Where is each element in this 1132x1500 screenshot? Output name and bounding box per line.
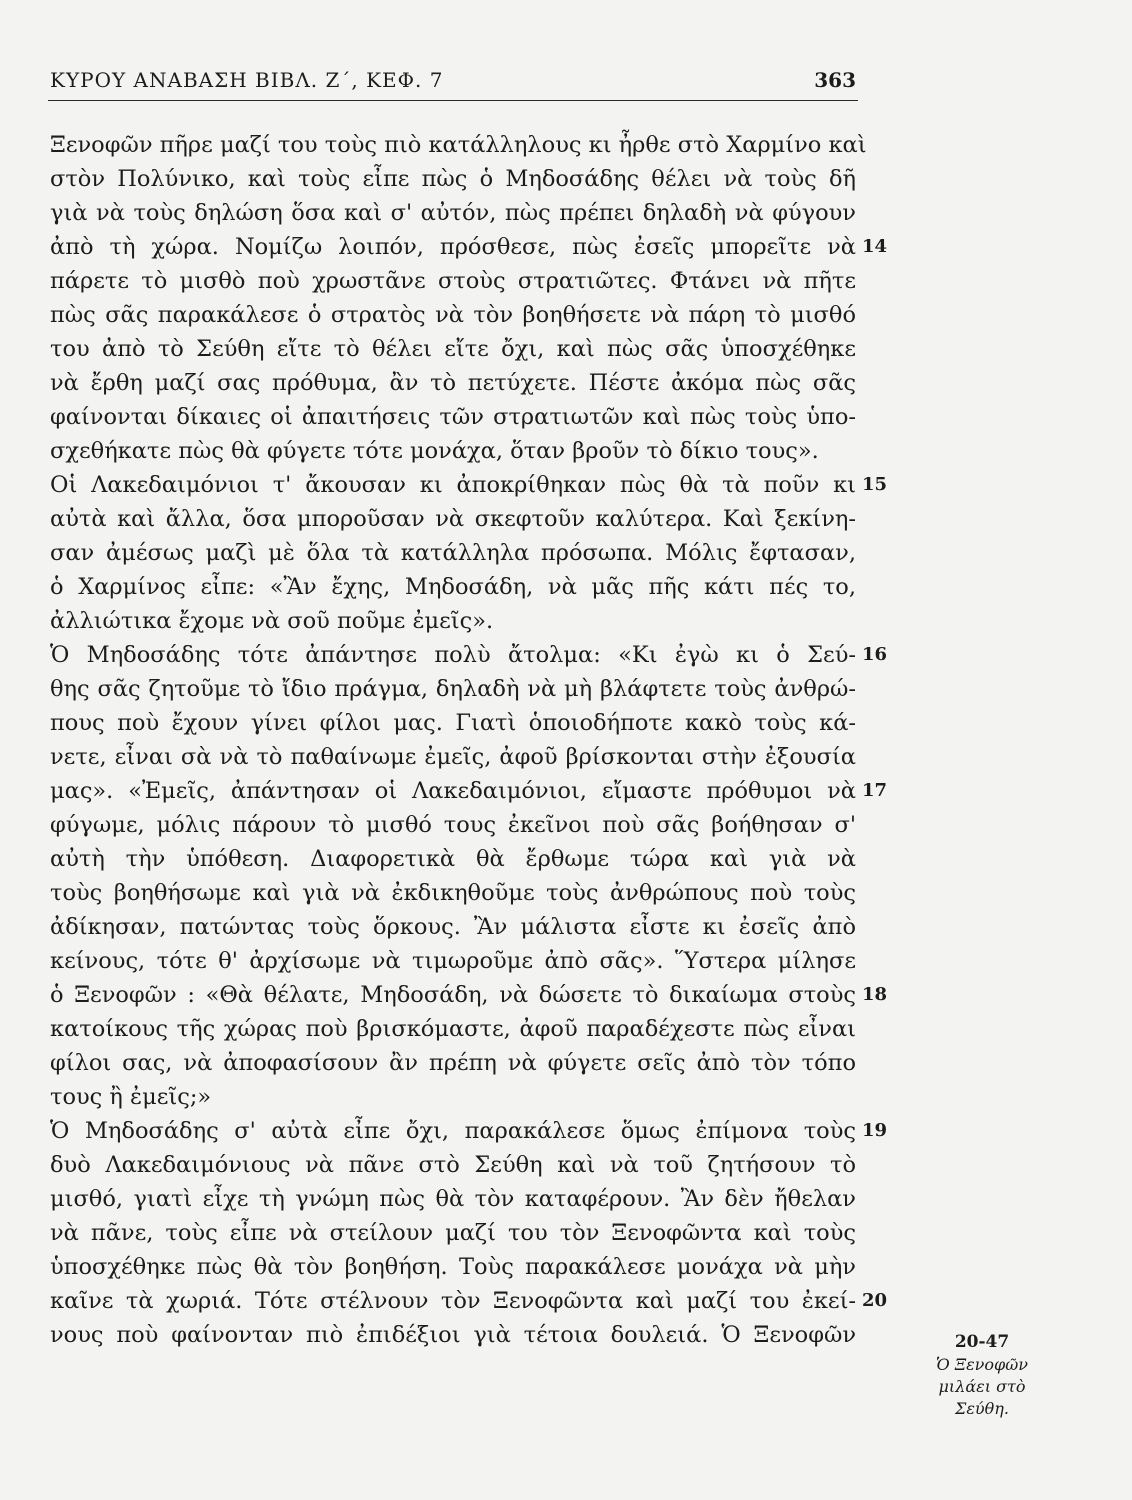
text-line: ὁ Ξενοφῶν : «Θὰ θέλατε, Μηδοσάδη, νὰ δώσετε τὸ δικαίωμα στοὺς	[50, 982, 856, 1008]
text-line: μισθό, γιατὶ εἶχε τὴ γνώμη πὼς θὰ τὸν καταφέρουν. Ἂν δὲν ἤθελαν	[50, 1186, 856, 1212]
text-line: στὸν Πολύνικο, καὶ τοὺς εἶπε πὼς ὁ Μηδοσάδης θέλει νὰ τοὺς δῆ	[50, 166, 856, 192]
text-line: νετε, εἶναι σὰ νὰ τὸ παθαίνωμε ἐμεῖς, ἀφοῦ βρίσκονται στὴν ἐξουσία	[50, 744, 856, 770]
text-line: σχεθήκατε πὼς θὰ φύγετε τότε μονάχα, ὅταν βροῦν τὸ δίκιο τους».	[50, 438, 819, 464]
text-line: κείνους, τότε θ' ἀρχίσωμε νὰ τιμωροῦμε ἀπὸ σᾶς». Ὕστερα μίλησε	[50, 948, 856, 974]
text-line: νὰ ἔρθη μαζί σας πρόθυμα, ἂν τὸ πετύχετε. Πέστε ἀκόμα πὼς σᾶς	[50, 370, 856, 396]
page-number: 363	[814, 68, 856, 92]
text-line: πάρετε τὸ μισθὸ ποὺ χρωστᾶνε στοὺς στρατιῶτες. Φτάνει νὰ πῆτε	[50, 268, 856, 294]
running-title: ΚΥΡΟΥ ΑΝΑΒΑΣΗ ΒΙΒΛ. Ζ΄, ΚΕΦ. 7	[50, 68, 444, 92]
page-header	[50, 68, 856, 100]
header-rule	[48, 100, 858, 101]
text-line: κατοίκους τῆς χώρας ποὺ βρισκόμαστε, ἀφοῦ παραδέχεστε πὼς εἶναι	[50, 1016, 856, 1042]
text-line: ὁ Χαρμίνος εἶπε: «Ἂν ἔχης, Μηδοσάδη, νὰ μᾶς πῆς κάτι πές το,	[50, 574, 856, 600]
text-line: νους ποὺ φαίνονταν πιὸ ἐπιδέξιοι γιὰ τέτοια δουλειά. Ὁ Ξενοφῶν	[50, 1322, 856, 1348]
text-line: ἀπὸ τὴ χώρα. Νομίζω λοιπόν, πρόσθεσε, πὼς ἐσεῖς μπορεῖτε νὰ	[50, 234, 856, 260]
text-line: θης σᾶς ζητοῦμε τὸ ἴδιο πράγμα, δηλαδὴ νὰ μὴ βλάφτετε τοὺς ἀνθρώ-	[50, 676, 856, 702]
text-line: πους ποὺ ἔχουν γίνει φίλοι μας. Γιατὶ ὁποιοδήποτε κακὸ τοὺς κά-	[50, 710, 856, 736]
margin-note-range: 20-47	[954, 1332, 1010, 1352]
text-line: αὐτὰ καὶ ἄλλα, ὅσα μποροῦσαν νὰ σκεφτοῦν καλύτερα. Καὶ ξεκίνη-	[50, 506, 856, 532]
section-number: 16	[862, 644, 888, 665]
margin-note-line: Ὁ Ξενοφῶν	[935, 1355, 1028, 1374]
margin-note	[912, 1330, 1052, 1420]
text-line: καῖνε τὰ χωριά. Τότε στέλνουν τὸν Ξενοφῶντα καὶ μαζί του ἐκεί-	[50, 1288, 856, 1314]
text-line: Ξενοφῶν πῆρε μαζί του τοὺς πιὸ κατάλληλους κι ἦρθε στὸ Χαρμίνο καὶ	[50, 132, 867, 158]
text-line: ἀλλιώτικα ἔχομε νὰ σοῦ ποῦμε ἐμεῖς».	[50, 608, 494, 634]
section-number: 15	[862, 474, 888, 495]
section-number: 14	[862, 236, 888, 257]
section-number: 19	[862, 1120, 888, 1141]
text-line: φύγωμε, μόλις πάρουν τὸ μισθό τους ἐκεῖνοι ποὺ σᾶς βοήθησαν σ'	[50, 812, 856, 838]
text-line: Ὁ Μηδοσάδης τότε ἀπάντησε πολὺ ἄτολμα: «Κι ἐγὼ κι ὁ Σεύ-	[50, 642, 856, 668]
section-number: 20	[862, 1290, 888, 1311]
text-line: πὼς σᾶς παρακάλεσε ὁ στρατὸς νὰ τὸν βοηθήσετε νὰ πάρη τὸ μισθό	[50, 302, 856, 328]
text-line: του ἀπὸ τὸ Σεύθη εἴτε τὸ θέλει εἴτε ὄχι, καὶ πὼς σᾶς ὑποσχέθηκε	[50, 336, 856, 362]
text-line: ὑποσχέθηκε πὼς θὰ τὸν βοηθήση. Τοὺς παρακάλεσε μονάχα νὰ μὴν	[50, 1254, 856, 1280]
text-line: τους ἢ ἐμεῖς;»	[50, 1084, 212, 1110]
section-number: 18	[862, 984, 888, 1005]
text-line: Οἱ Λακεδαιμόνιοι τ' ἄκουσαν κι ἀποκρίθηκαν πὼς θὰ τὰ ποῦν κι	[50, 472, 856, 498]
text-line: νὰ πᾶνε, τοὺς εἶπε νὰ στείλουν μαζί του τὸν Ξενοφῶντα καὶ τοὺς	[50, 1220, 856, 1246]
text-line: φίλοι σας, νὰ ἀποφασίσουν ἂν πρέπη νὰ φύγετε σεῖς ἀπὸ τὸν τόπο	[50, 1050, 856, 1076]
text-line: φαίνονται δίκαιες οἱ ἀπαιτήσεις τῶν στρατιωτῶν καὶ πὼς τοὺς ὑπο-	[50, 404, 856, 430]
section-number: 17	[862, 780, 888, 801]
text-line: σαν ἀμέσως μαζὶ μὲ ὅλα τὰ κατάλληλα πρόσωπα. Μόλις ἔφτασαν,	[50, 540, 856, 566]
margin-note-line: μιλάει στὸ	[938, 1377, 1026, 1396]
text-line: γιὰ νὰ τοὺς δηλώση ὅσα καὶ σ' αὐτόν, πὼς πρέπει δηλαδὴ νὰ φύγουν	[50, 200, 856, 226]
margin-note-line: Σεύθη.	[955, 1399, 1009, 1418]
text-line: δυὸ Λακεδαιμόνιους νὰ πᾶνε στὸ Σεύθη καὶ νὰ τοῦ ζητήσουν τὸ	[50, 1152, 856, 1178]
text-line: τοὺς βοηθήσωμε καὶ γιὰ νὰ ἐκδικηθοῦμε τοὺς ἀνθρώπους ποὺ τοὺς	[50, 880, 856, 906]
text-line: Ὁ Μηδοσάδης σ' αὐτὰ εἶπε ὄχι, παρακάλεσε ὅμως ἐπίμονα τοὺς	[50, 1118, 856, 1144]
text-line: αὐτὴ τὴν ὑπόθεση. Διαφορετικὰ θὰ ἔρθωμε τώρα καὶ γιὰ νὰ	[50, 846, 856, 872]
text-line: μας». «Ἐμεῖς, ἀπάντησαν οἱ Λακεδαιμόνιοι, εἴμαστε πρόθυμοι νὰ	[50, 778, 856, 804]
text-line: ἀδίκησαν, πατώντας τοὺς ὅρκους. Ἂν μάλιστα εἶστε κι ἐσεῖς ἀπὸ	[50, 914, 856, 940]
